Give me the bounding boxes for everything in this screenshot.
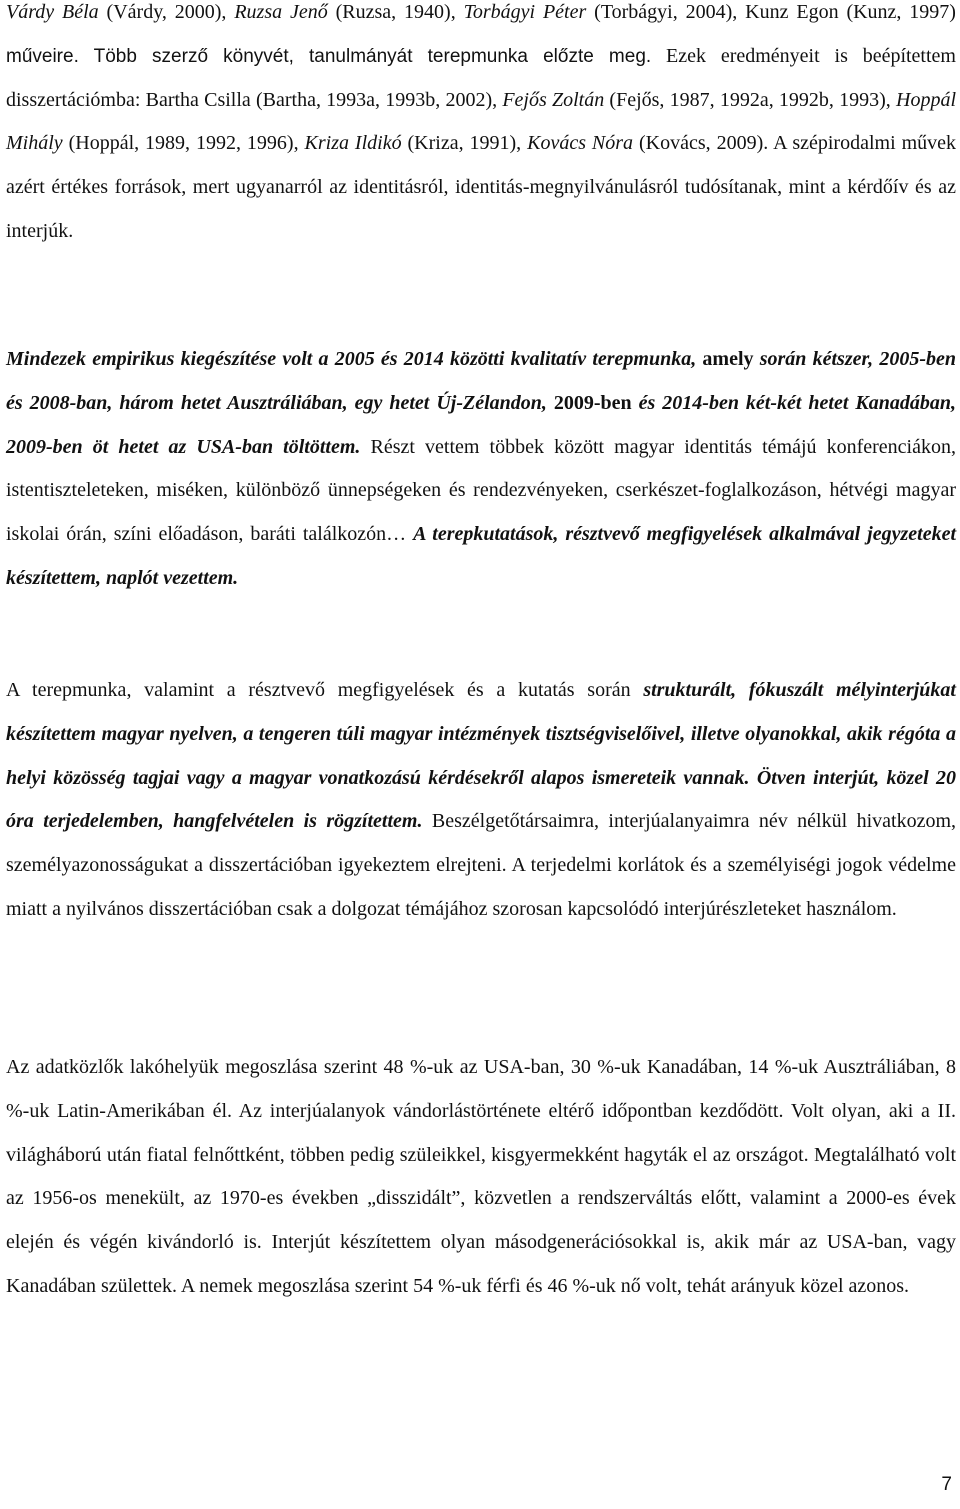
emphasis-text: során kétszer, 2005-ben és 2008-ban, három hetet Ausztráliában, egy hetet Új-Zélandon,: [6, 348, 957, 414]
sentence-sans: műveire. Több szerző könyvét, tanulmányát terepmunka előzte meg.: [6, 45, 652, 67]
bold-text: amely: [696, 348, 760, 370]
bold-text: 2009-ben: [546, 391, 639, 414]
emphasis-text: strukturált, fókuszált mélyinterjúkat készítettem magyar nyelven, a tengeren túli magyar intézmények tisztségviselőivel, illetve olyanokkal, akik régóta a helyi közösség tagjai vagy a magyar vonatkozású kérdésekről alapos ismereteik vannak. Ötven interjút, közel 20 óra terjedelemben, hangfelvételen is rögzítettem.: [6, 679, 956, 833]
emphasis-text: A terepkutatások, résztvevő megfigyelések alkalmával jegyzeteket készítettem, naplót vezettem.: [6, 523, 956, 589]
author-name: Kriza Ildikó: [304, 132, 402, 155]
author-name: Fejős Zoltán: [502, 88, 605, 111]
sentence: A szépirodalmi művek azért értékes források, mert ugyanarról az identitásról, identitás-megnyilvánulásról tudósítanak, mint a kérdőív és az interjúk.: [6, 132, 957, 242]
author-name: Hoppál Mihály: [6, 88, 956, 155]
author-name: Ruzsa Jenő: [234, 1, 328, 23]
citation: (Kriza, 1991),: [401, 132, 528, 155]
sentence: Az adatközlők lakóhelyük megoszlása szerint 48 %-uk az USA-ban, 30 %-uk Kanadában, 14 %-uk Ausztráliában, 8 %-uk Latin-Amerikában él. Az interjúalanyok vándorlástörténete eltérő időpontban kezdődött. Volt olyan, aki a II. világháború után fiatal felnőttként, többen pedig szüleikkel, kisgyermekként hagyták el az országot. Megtalálható volt az 1956-os menekült, az 1970-es években „disszidált”, közvetlen a rendszerváltás előtt, valamint a 2000-es évek elején és végén kivándorló is. Interjút készítettem olyan másodgenerációsokkal is, akik már az USA-ban, vagy Kanadában születtek. A nemek megoszlása szerint 54 %-uk férfi és 46 %-uk nő volt, tehát arányuk közel azonos.: [6, 1056, 956, 1297]
paragraph-interviews: [6, 669, 956, 932]
author-name: Várdy Béla: [6, 1, 99, 23]
author-name: Torbágyi Péter: [463, 1, 587, 23]
emphasis-text: Mindezek empirikus kiegészítése volt a 2005 és 2014 közötti kvalitatív terepmunka,: [6, 348, 697, 370]
paragraph-literature-sources: [6, 0, 956, 254]
citation: (Torbágyi, 2004), Kunz Egon (Kunz, 1997): [586, 1, 956, 23]
citation: (Kovács, 2009).: [633, 132, 774, 155]
sentence: Beszélgetőtársaimra, interjúalanyaimra név nélkül hivatkozom, személyazonosságukat a disszertációban igyekeztem elrejteni. A terjedelmi korlátok és a személyiségi jogok védelme miatt a nyilvános disszertációban csak a dolgozat témájához szorosan kapcsolódó interjúrészleteket használom.: [6, 810, 957, 920]
citation: (Fejős, 1987, 1992a, 1992b, 1993),: [604, 88, 896, 111]
sentence: Ezek eredményeit is beépítettem disszertációmba: Bartha Csilla (Bartha, 1993a, 1993b, 2002),: [6, 44, 956, 111]
paragraph-demographics: [6, 1046, 956, 1309]
citation: (Ruzsa, 1940),: [327, 1, 464, 23]
author-name: Kovács Nóra: [527, 132, 634, 155]
citation: (Várdy, 2000),: [98, 1, 235, 23]
sentence: A terepmunka, valamint a résztvevő megfigyelések és a kutatás során: [6, 679, 644, 701]
citation: (Hoppál, 1989, 1992, 1996),: [62, 132, 305, 155]
page-number: 7: [941, 1474, 952, 1495]
sentence: Részt vettem többek között magyar identitás témájú konferenciákon, istentiszteleteken, miséken, különböző ünnepségeken és rendezvényeken, cserkészet-foglalkozáson, hétvégi magyar iskolai órán, színi előadáson, baráti találkozón…: [6, 435, 956, 546]
paragraph-fieldwork: [6, 338, 956, 601]
emphasis-text: és 2014-ben két-két hetet Kanadában, 2009-ben öt hetet az USA-ban töltöttem.: [6, 391, 956, 458]
